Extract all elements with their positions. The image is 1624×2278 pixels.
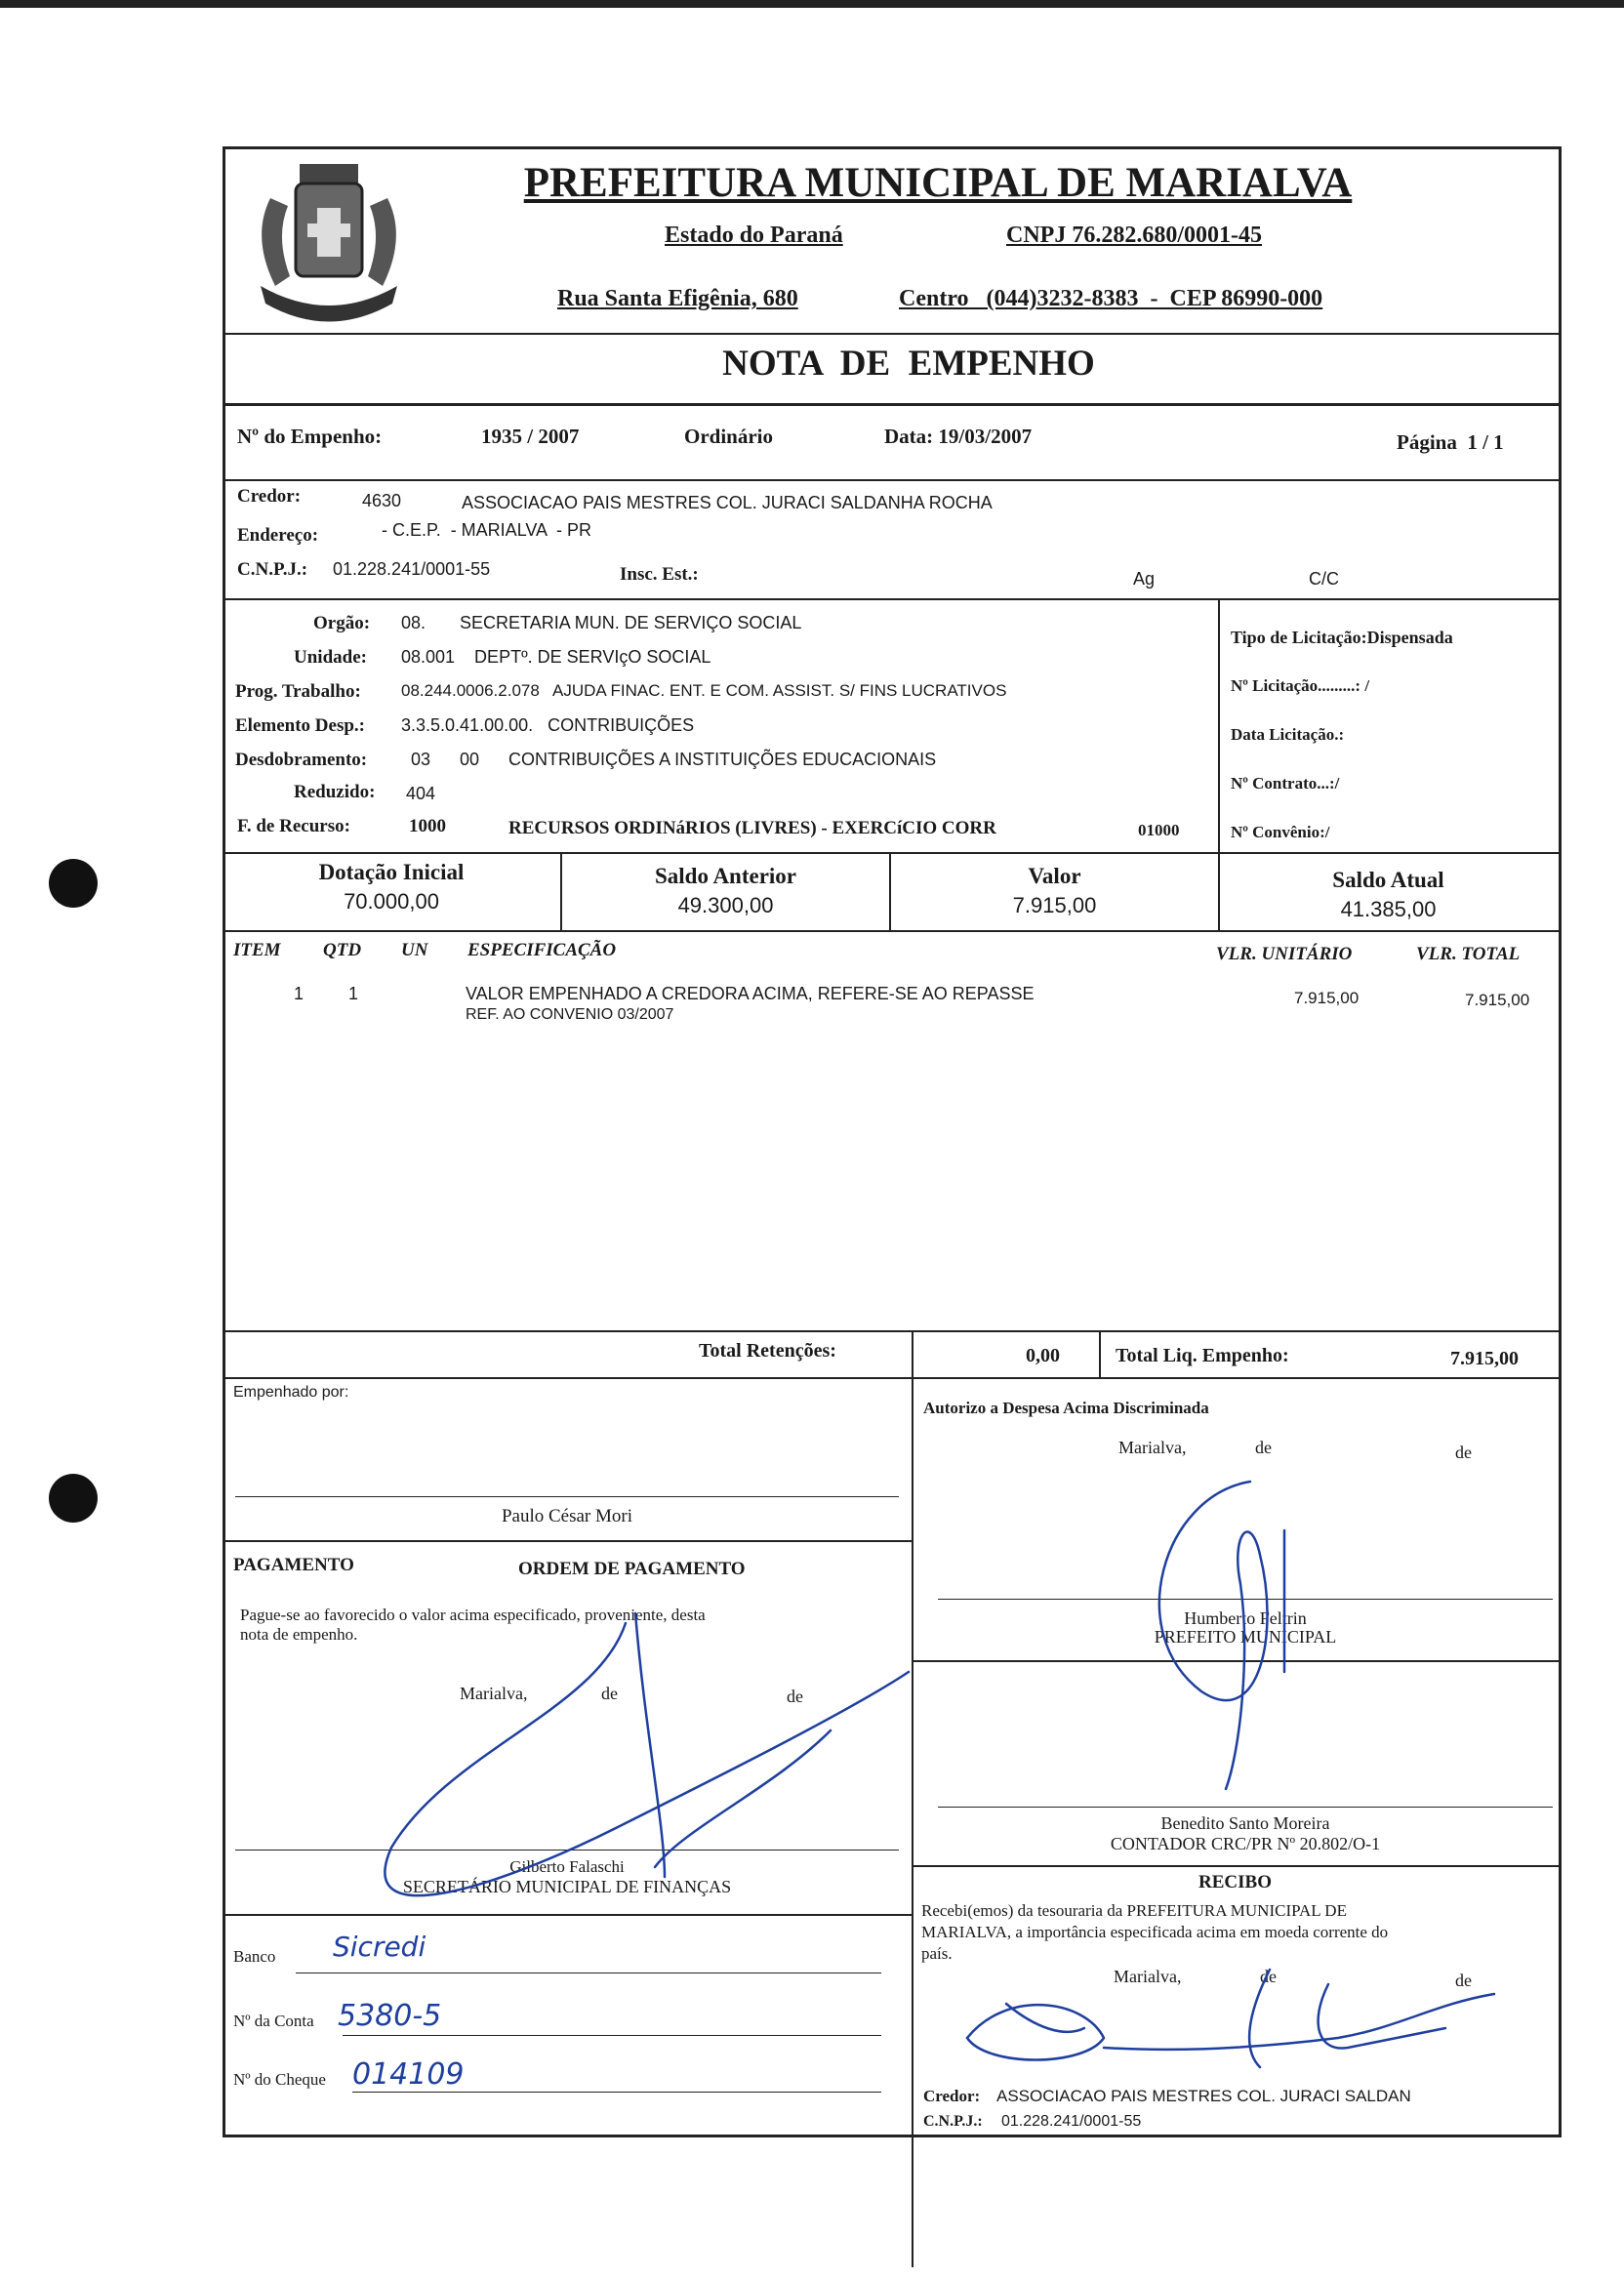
numero-licitacao: Nº Licitação.........: / (1231, 676, 1370, 695)
empenho-number: 1935 / 2007 (481, 425, 580, 448)
pagamento-text: nota de empenho. (240, 1625, 358, 1644)
prog-trabalho-label: Prog. Trabalho: (235, 681, 361, 702)
elemento-label: Elemento Desp.: (235, 715, 365, 736)
fonte-recurso-code: 1000 (409, 816, 446, 836)
conta-value: 5380-5 (338, 1999, 442, 2033)
total-retencoes-label: Total Retenções: (699, 1340, 836, 1362)
recibo-credor-name: ASSOCIACAO PAIS MESTRES COL. JURACI SALDAN (996, 2087, 1411, 2105)
ordem-pagamento-label: ORDEM DE PAGAMENTO (518, 1559, 746, 1579)
cheque-label: Nº do Cheque (233, 2070, 326, 2089)
orgao-label: Orgão: (313, 613, 371, 633)
empenho-number-label: Nº do Empenho: (237, 425, 383, 448)
saldo-atual-value: 41.385,00 (1340, 897, 1437, 921)
punch-hole (49, 1474, 98, 1523)
secretario-signature (385, 1623, 909, 1895)
secretario-title: SECRETÁRIO MUNICIPAL DE FINANÇAS (402, 1877, 732, 1896)
desdobramento-value: 03 00 CONTRIBUIÇÕES A INSTITUIÇÕES EDUCACIONAIS (411, 750, 937, 769)
recibo-text: país. (921, 1944, 953, 1963)
conta-label: Nº da Conta (233, 2012, 314, 2030)
data-licitacao: Data Licitação.: (1231, 725, 1345, 744)
fonte-recurso-desc: RECURSOS ORDINáRIOS (LIVRES) - EXERCíCIO CORR (508, 818, 996, 838)
credor-signature-flourish (1249, 1970, 1445, 2067)
credor-address: - C.E.P. - MARIALVA - PR (382, 520, 592, 540)
col-header-especificacao: ESPECIFICAÇÃO (467, 940, 617, 960)
prefeito-signature (1159, 1482, 1268, 1789)
punch-hole (49, 859, 98, 908)
valor-label: Valor (1028, 864, 1081, 888)
recibo-text: MARIALVA, a importância especificada acima em moeda corrente do (921, 1923, 1389, 1941)
col-header-item: ITEM (233, 940, 281, 960)
recibo-text: Recebi(emos) da tesouraria da PREFEITURA MUNICIPAL DE (921, 1901, 1347, 1920)
credor-name: ASSOCIACAO PAIS MESTRES COL. JURACI SALDANHA ROCHA (462, 493, 993, 512)
elemento-value: 3.3.5.0.41.00.00. CONTRIBUIÇÕES (401, 715, 695, 735)
dotacao-inicial-label: Dotação Inicial (318, 860, 465, 884)
pagamento-local: Marialva, (460, 1684, 528, 1703)
total-liquido-value: 7.915,00 (1450, 1348, 1519, 1369)
recibo-credor-label: Credor: (923, 2087, 981, 2105)
pagamento-de: de (601, 1684, 618, 1703)
col-header-qtd: QTD (323, 940, 362, 960)
autorizo-de: de (1255, 1438, 1272, 1457)
empenhado-por-label: Empenhado por: (233, 1384, 349, 1401)
total-retencoes-value: 0,00 (1026, 1345, 1060, 1366)
credor-cnpj: 01.228.241/0001-55 (333, 559, 491, 579)
autorizo-de: de (1455, 1443, 1472, 1462)
col-header-un: UN (401, 940, 428, 960)
recibo-local: Marialva, (1114, 1967, 1182, 1986)
item-number: 1 (294, 984, 304, 1003)
state-name: Estado do Paraná (665, 223, 843, 248)
contact-info: Centro (044)3232-8383 - CEP 86990-000 (899, 286, 1323, 311)
handwritten-signatures (225, 149, 1559, 2136)
credor-signature (967, 1994, 1494, 2060)
prefeito-name: Humberto Feltrin (1184, 1608, 1307, 1628)
scan-edge (0, 0, 1624, 8)
secretario-name: Gilberto Falaschi (509, 1857, 625, 1876)
fonte-recurso-number: 01000 (1138, 821, 1180, 839)
prog-trabalho-value: 08.244.0006.2.078 AJUDA FINAC. ENT. E COM. ASSIST. S/ FINS LUCRATIVOS (401, 681, 1007, 700)
dotacao-inicial-value: 70.000,00 (344, 889, 439, 914)
total-liquido-label: Total Liq. Empenho: (1116, 1345, 1289, 1366)
header-cnpj: CNPJ 76.282.680/0001-45 (1006, 223, 1262, 248)
orgao-value: 08. SECRETARIA MUN. DE SERVIÇO SOCIAL (401, 613, 802, 632)
valor-value: 7.915,00 (1012, 893, 1097, 917)
tipo-licitacao: Tipo de Licitação:Dispensada (1231, 628, 1453, 647)
empenho-date: Data: 19/03/2007 (884, 425, 1033, 448)
recibo-title: RECIBO (1198, 1872, 1272, 1892)
col-header-vlr-total: VLR. TOTAL (1416, 944, 1521, 964)
credor-label: Credor: (237, 486, 302, 507)
reduzido-label: Reduzido: (294, 782, 376, 802)
agency-label: Ag (1133, 569, 1156, 589)
recibo-cnpj-label: C.N.P.J.: (923, 2113, 983, 2130)
document-title: NOTA DE EMPENHO (722, 344, 1095, 384)
nota-de-empenho-form (223, 146, 1562, 2137)
item-description: REF. AO CONVENIO 03/2007 (466, 1006, 674, 1023)
contador-name: Benedito Santo Moreira (1160, 1813, 1330, 1833)
item-total-value: 7.915,00 (1465, 991, 1530, 1009)
unidade-label: Unidade: (294, 647, 367, 668)
empenhado-por-name: Paulo César Mori (501, 1506, 633, 1526)
saldo-atual-label: Saldo Atual (1332, 868, 1444, 892)
recibo-de: de (1260, 1967, 1277, 1986)
endereco-label: Endereço: (237, 525, 319, 546)
col-header-vlr-unitario: VLR. UNITÁRIO (1216, 944, 1353, 964)
item-qtd: 1 (348, 984, 359, 1003)
page-number: Página 1 / 1 (1397, 430, 1504, 454)
secretario-signature-loop (635, 1613, 665, 1877)
saldo-anterior-label: Saldo Anterior (654, 864, 797, 888)
numero-contrato: Nº Contrato...:/ (1231, 774, 1340, 793)
unidade-value: 08.001 DEPTº. DE SERVIçO SOCIAL (401, 647, 711, 667)
contador-title: CONTADOR CRC/PR Nº 20.802/O-1 (1110, 1834, 1381, 1853)
recibo-cnpj: 01.228.241/0001-55 (1001, 2113, 1142, 2130)
banco-value: Sicredi (333, 1931, 426, 1963)
pagamento-text: Pague-se ao favorecido o valor acima especificado, proveniente, desta (240, 1606, 706, 1624)
recibo-de: de (1455, 1971, 1472, 1990)
autorizo-local: Marialva, (1118, 1438, 1187, 1457)
saldo-anterior-value: 49.300,00 (677, 893, 774, 917)
fonte-recurso-label: F. de Recurso: (237, 816, 350, 836)
street-address: Rua Santa Efigênia, 680 (557, 286, 798, 311)
autorizo-label: Autorizo a Despesa Acima Discriminada (923, 1399, 1209, 1417)
credor-code: 4630 (362, 491, 402, 510)
cnpj-label: C.N.P.J.: (237, 559, 308, 580)
desdobramento-label: Desdobramento: (235, 750, 368, 770)
prefeito-title: PREFEITO MUNICIPAL (1154, 1627, 1337, 1647)
empenho-type: Ordinário (684, 425, 774, 448)
numero-convenio: Nº Convênio:/ (1231, 823, 1330, 841)
insc-est-label: Insc. Est.: (620, 564, 699, 585)
banco-label: Banco (233, 1947, 276, 1966)
account-label: C/C (1309, 569, 1339, 589)
item-unit-value: 7.915,00 (1294, 989, 1360, 1007)
cheque-value: 014109 (352, 2057, 465, 2092)
pagamento-label: PAGAMENTO (233, 1555, 354, 1575)
reduzido-value: 404 (406, 784, 436, 803)
pagamento-de: de (787, 1687, 803, 1706)
item-description: VALOR EMPENHADO A CREDORA ACIMA, REFERE-SE AO REPASSE (466, 984, 1035, 1003)
page-title: PREFEITURA MUNICIPAL DE MARIALVA (523, 160, 1353, 206)
